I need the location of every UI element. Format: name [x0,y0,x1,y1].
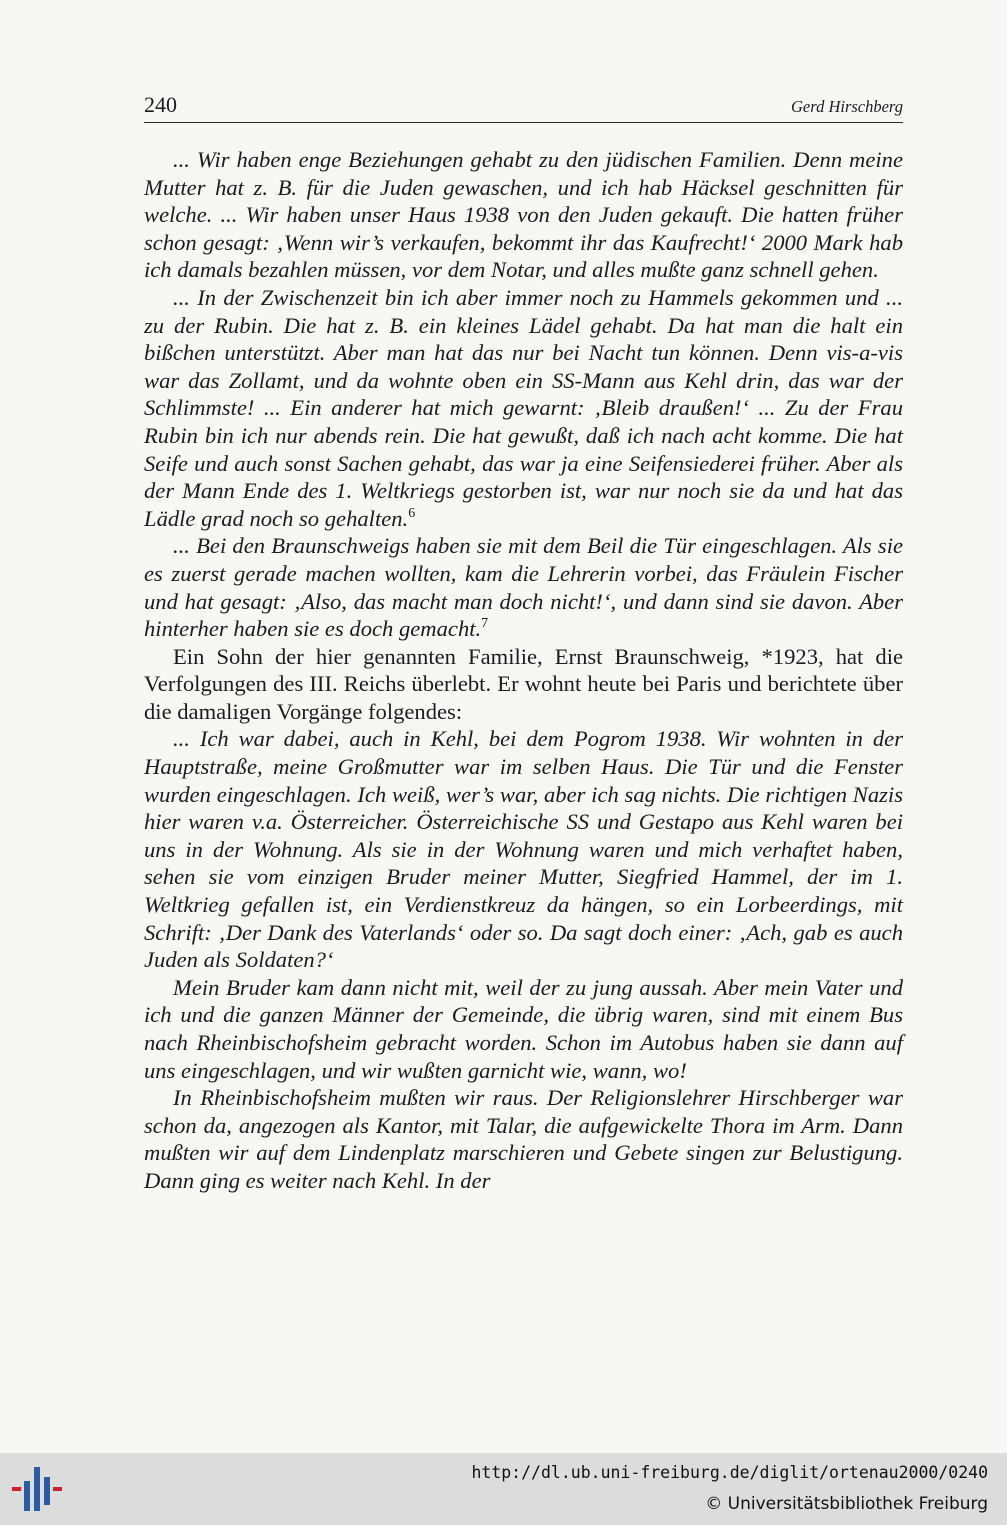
footer-url-link[interactable]: http://dl.ub.uni-freiburg.de/diglit/ortenau2000/0240 [471,1463,988,1482]
paragraph [144,643,903,726]
paragraph [144,1084,903,1194]
ub-freiburg-logo-icon [12,1465,64,1515]
body-text [144,146,903,1195]
paragraph [144,284,903,532]
paragraph [144,974,903,1084]
footnote-marker: 6 [408,505,416,521]
paragraph-text: ... Wir haben enge Beziehungen gehabt zu den jüdischen Familien. Denn meine Mutter hat z. B. für die Juden gewaschen, und ich hab Häcksel geschnitten für welche. ... Wir haben unser Haus 1938 von den Juden gekauft. Die hatten früher schon gesagt: ‚Wenn wir’s verkaufen, bekommt ihr das Kaufrecht!‘ 2000 Mark hab ich damals bezahlen müssen, vor dem Notar, und alles mußte ganz schnell gehen. [144,147,903,283]
paragraph-text: In Rheinbischofsheim mußten wir raus. Der Religionslehrer Hirschberger war schon da, angezogen als Kantor, mit Talar, die aufgewickelte Thora im Arm. Dann mußten wir auf dem Lindenplatz marschieren und Gebete singen zur Belustigung. Dann ging es weiter nach Kehl. In der [144,1085,903,1193]
footer-bar [0,1453,1007,1525]
paragraph [144,725,903,973]
paragraph [144,146,903,284]
page-header [144,92,903,123]
paragraph-text: ... In der Zwischenzeit bin ich aber immer noch zu Hammels gekommen und ... zu der Rubin. Die hat z. B. ein kleines Lädel gehabt. Da hat man die halt ein bißchen unterstützt. Aber man hat das nur bei Nacht tun können. Denn vis-a-vis war das Zollamt, und da wohnte oben ein SS-Mann aus Kehl drin, das war der Schlimmste! ... Ein anderer hat mich gewarnt: ‚Bleib draußen!‘ ... Zu der Frau Rubin bin ich nur abends rein. Die hat gewußt, daß ich nach acht komme. Die hat Seife und auch sonst Sachen gehabt, das war ja eine Seifensiederei früher. Aber als der Mann Ende des 1. Weltkriegs gestorben ist, war nur noch sie da und hat das Lädle grad noch so gehalten. [144,284,903,531]
page-number: 240 [144,92,177,117]
paragraph-text: Ein Sohn der hier genannten Familie, Ernst Braunschweig, *1923, hat die Verfolgungen des III. Reichs überlebt. Er wohnt heute bei Paris und berichtete über die damaligen Vorgänge folgendes: [144,643,903,724]
paragraph-text: Mein Bruder kam dann nicht mit, weil der zu jung aussah. Aber mein Vater und ich und die ganzen Männer der Gemeinde, die übrig waren, sind mit einem Bus nach Rheinbischofsheim gebracht worden. Schon im Autobus haben sie dann auf uns eingeschlagen, und wir wußten garnicht wie, wann, wo! [144,974,903,1083]
paragraph-text: ... Ich war dabei, auch in Kehl, bei dem Pogrom 1938. Wir wohnten in der Hauptstraße, meine Großmutter war im selben Haus. Die Tür und die Fenster wurden eingeschlagen. Ich weiß, wer’s war, aber ich sag nichts. Die richtigen Nazis hier waren v.a. Österreicher. Österreichische SS und Gestapo aus Kehl waren bei uns in der Wohnung. Als sie in der Wohnung waren und mich verhaftet haben, sehen sie vom einzigen Bruder meiner Mutter, Siegfried Hammel, der im 1. Weltkrieg gefallen ist, ein Verdienstkreuz da hängen, so ein Lorbeerdings, mit Schrift: ‚Der Dank des Vaterlands‘ oder so. Da sagt doch einer: ‚Ach, gab es auch Juden als Soldaten?‘ [144,726,903,973]
paragraph-text: ... Bei den Braunschweigs haben sie mit dem Beil die Tür eingeschlagen. Als sie es zuerst gerade machen wollten, kam die Lehrerin vorbei, das Fräulein Fischer und hat gesagt: ‚Also, das macht man doch nicht!‘, und dann sind sie davon. Aber hinterher haben sie es doch gemacht. [144,533,903,642]
paragraph [144,532,903,642]
running-head: Gerd Hirschberg [791,97,903,116]
footnote-marker: 7 [481,616,489,632]
footer-copyright: © Universitätsbibliothek Freiburg [705,1494,988,1514]
